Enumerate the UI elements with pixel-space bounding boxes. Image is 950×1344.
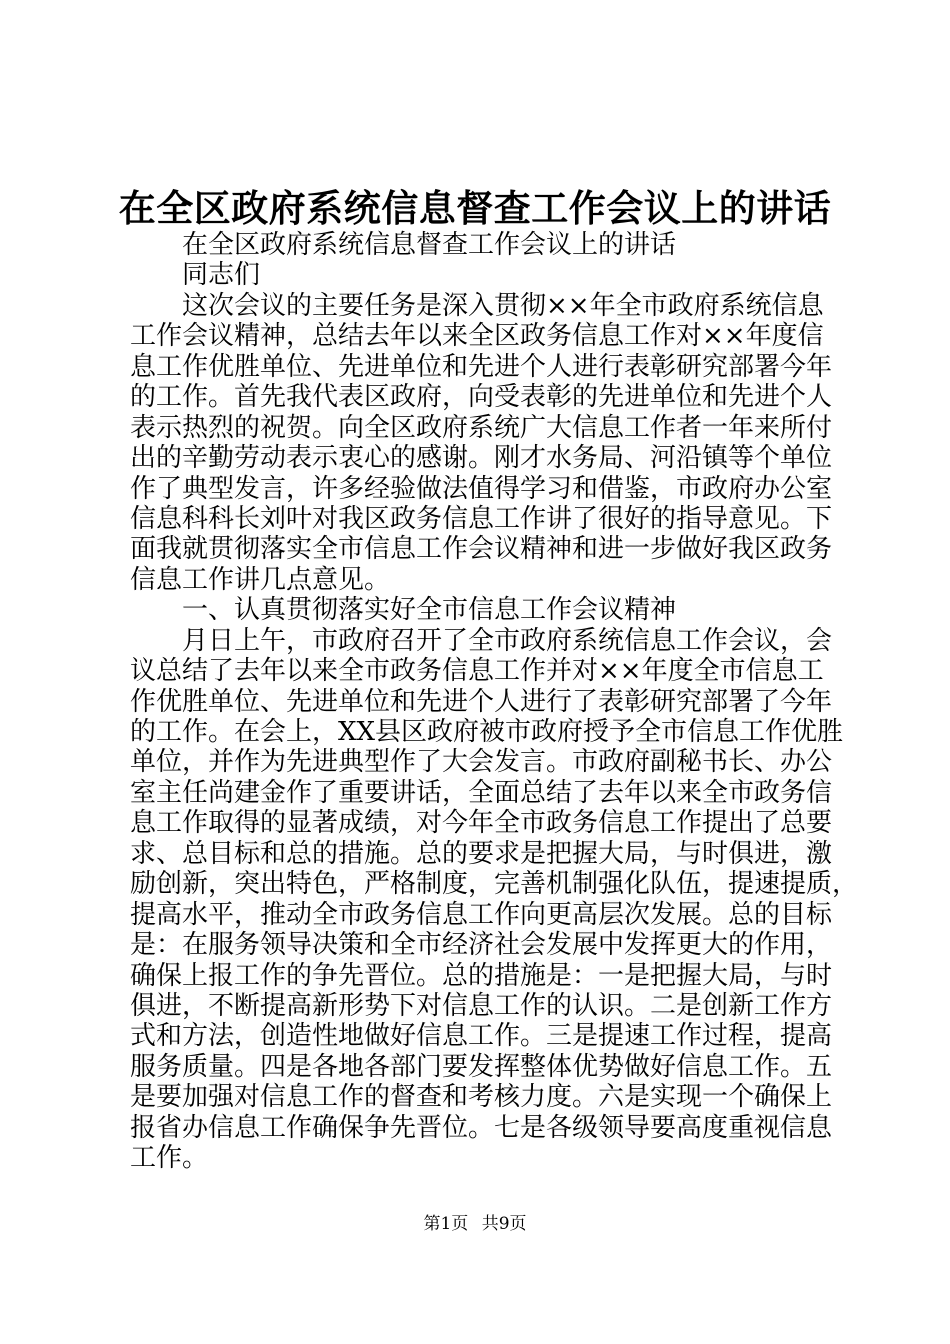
paragraph-line: 月日上午，市政府召开了全市政府系统信息工作会议，会 [182,625,833,656]
paragraph-2 [130,625,859,1174]
paragraph-line: 单位，并作为先进典型作了大会发言。市政府副秘书长、办公 [130,747,833,778]
paragraph-line: 的工作。首先我代表区政府，向受表彰的先进单位和先进个人 [130,382,833,413]
paragraph-line: 表示热烈的祝贺。向全区政府系统广大信息工作者一年来所付 [130,412,833,443]
page-footer [0,1212,950,1236]
paragraph-line: 确保上报工作的争先晋位。总的措施是：一是把握大局，与时 [130,960,833,991]
paragraph-line: 是要加强对信息工作的督查和考核力度。六是实现一个确保上 [130,1082,833,1113]
paragraph-line: 信息工作讲几点意见。 [130,564,391,595]
paragraph-line: 是：在服务领导决策和全市经济社会发展中发挥更大的作用， [130,930,833,961]
paragraph-line: 信息科科长刘叶对我区政务信息工作讲了很好的指导意见。下 [130,503,833,534]
paragraph-line: 励创新，突出特色，严格制度，完善机制强化队伍，提速提质， [130,869,859,900]
paragraph-line: 出的辛勤劳动表示衷心的感谢。刚才水务局、河沿镇等个单位 [130,443,833,474]
page-number: 第1页 [423,1214,469,1234]
page-total: 共9页 [481,1214,527,1234]
paragraph-line: 作优胜单位、先进单位和先进个人进行了表彰研究部署了今年 [130,686,833,717]
paragraph-line: 作了典型发言，许多经验做法值得学习和借鉴，市政府办公室 [130,473,833,504]
paragraph-line: 式和方法，创造性地做好信息工作。三是提速工作过程，提高 [130,1021,833,1052]
paragraph-line: 这次会议的主要任务是深入贯彻××年全市政府系统信息 [182,290,824,321]
paragraph-line: 求、总目标和总的措施。总的要求是把握大局，与时俱进，激 [130,838,833,869]
paragraph-line: 俱进，不断提高新形势下对信息工作的认识。二是创新工作方 [130,990,833,1021]
paragraph-line: 面我就贯彻落实全市信息工作会议精神和进一步做好我区政务 [130,534,833,565]
paragraph-line: 息工作取得的显著成绩，对今年全市政务信息工作提出了总要 [130,808,833,839]
paragraph-line: 报省办信息工作确保争先晋位。七是各级领导要高度重视信息 [130,1112,833,1143]
salutation: 同志们 [182,260,261,291]
paragraph-line: 工作。 [130,1143,209,1174]
paragraph-line: 提高水平，推动全市政务信息工作向更高层次发展。总的目标 [130,899,833,930]
subtitle: 在全区政府系统信息督查工作会议上的讲话 [182,230,677,260]
document-title: 在全区政府系统信息督查工作会议上的讲话 [118,187,832,230]
paragraph-line: 议总结了去年以来全市政务信息工作并对××年度全市信息工 [130,656,824,687]
document-body [130,210,859,1174]
paragraph-line: 息工作优胜单位、先进单位和先进个人进行表彰研究部署今年 [130,351,833,382]
paragraph-line: 室主任尚建金作了重要讲话，全面总结了去年以来全市政务信 [130,777,833,808]
paragraph-line: 服务质量。四是各地各部门要发挥整体优势做好信息工作。五 [130,1051,833,1082]
paragraph-1 [130,290,833,595]
section-heading: 一、认真贯彻落实好全市信息工作会议精神 [182,595,677,626]
paragraph-line: 的工作。在会上，XX县区政府被市政府授予全市信息工作优胜 [130,717,844,747]
paragraph-line: 工作会议精神，总结去年以来全区政务信息工作对××年度信 [130,321,824,352]
spacer [130,210,826,230]
